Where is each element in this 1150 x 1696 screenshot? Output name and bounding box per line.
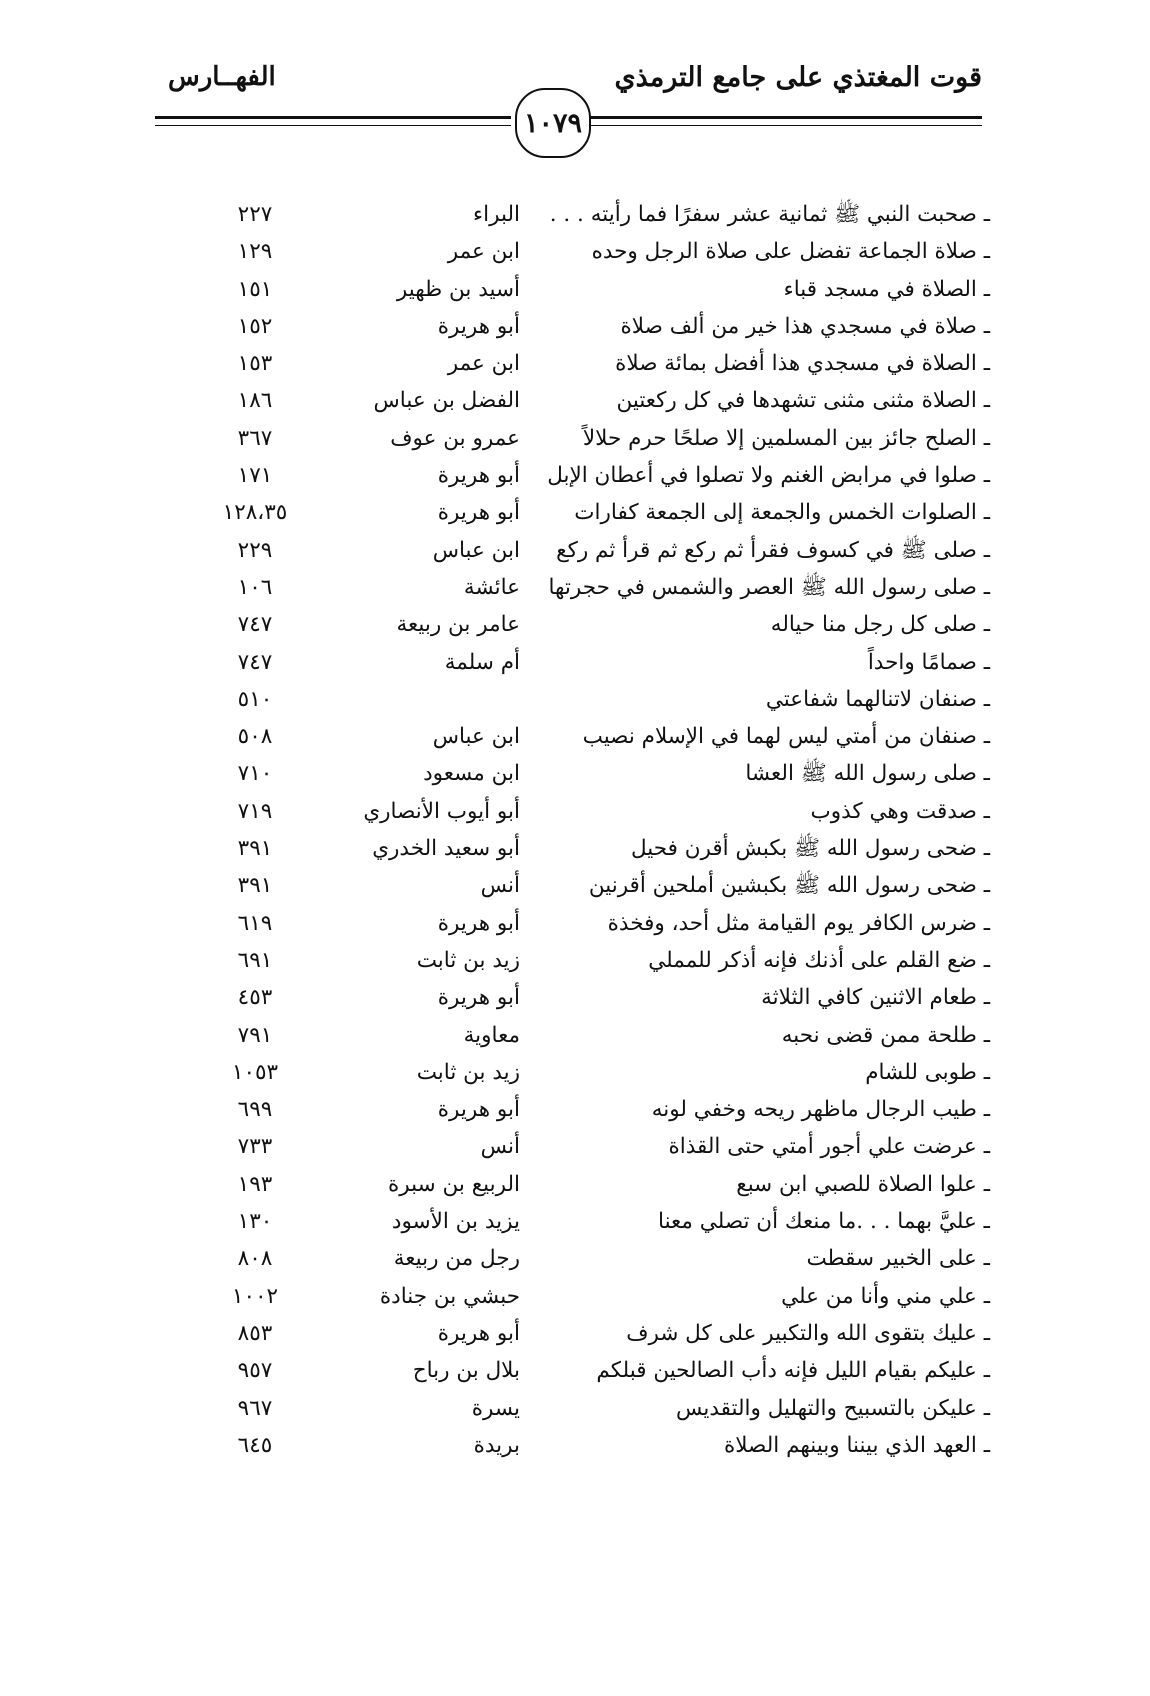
index-row — [0, 1207, 1150, 1244]
hadith-text: ـ صلاة الجماعة تفضل على صلاة الرجل وحده — [591, 239, 990, 265]
index-list — [0, 200, 1150, 1468]
page-ref: ٧٣٣ — [237, 1134, 273, 1160]
page-ref: ١٠٥٣ — [231, 1059, 279, 1085]
hadith-text: ـ ضرس الكافر يوم القيامة مثل أحد، وفخذة — [607, 910, 990, 936]
page-ref: ٩٥٧ — [237, 1358, 273, 1384]
index-row — [0, 983, 1150, 1020]
hadith-text: ـ عليكن بالتسبيح والتهليل والتقديس — [675, 1395, 990, 1421]
page-ref: ٤٥٣ — [237, 985, 273, 1011]
narrator: ابن عمر — [447, 351, 520, 377]
header-rule — [572, 116, 982, 119]
narrator: بريدة — [473, 1432, 520, 1458]
narrator: أنس — [480, 1134, 520, 1160]
index-row — [0, 312, 1150, 349]
narrator: ابن عمر — [447, 239, 520, 265]
page-ref: ٢٢٩ — [237, 537, 273, 563]
index-row — [0, 461, 1150, 498]
hadith-text: ـ على الخبير سقطت — [806, 1246, 990, 1272]
hadith-text: ـ الصلاة في مسجدي هذا أفضل بمائة صلاة — [615, 351, 990, 377]
index-row — [0, 685, 1150, 722]
hadith-text: ـ صدقت وهي كذوب — [810, 798, 990, 824]
page-ref: ٧١٠ — [237, 761, 273, 787]
hadith-text: ـ علي مني وأنا من علي — [781, 1283, 990, 1309]
index-row — [0, 759, 1150, 796]
page-ref: ١٥٣ — [237, 351, 273, 377]
section-title: الفهــارس — [168, 62, 276, 92]
index-row — [0, 1356, 1150, 1393]
narrator: أسيد بن ظهير — [396, 276, 520, 302]
index-row — [0, 797, 1150, 834]
narrator: أبو هريرة — [437, 985, 520, 1011]
index-row — [0, 1431, 1150, 1468]
index-row — [0, 1058, 1150, 1095]
index-row — [0, 386, 1150, 423]
hadith-text: ـ طلحة ممن قضى نحبه — [781, 1022, 990, 1048]
page-ref: ٣٩١ — [237, 873, 273, 899]
narrator: زيد بن ثابت — [416, 947, 520, 973]
hadith-text: ـ طيب الرجال ماظهر ريحه وخفي لونه — [651, 1097, 990, 1123]
page-ref: ٦٩٩ — [237, 1097, 273, 1123]
index-row — [0, 1021, 1150, 1058]
index-row — [0, 1282, 1150, 1319]
page-ref: ١٣٠ — [237, 1209, 273, 1235]
narrator: أبو هريرة — [437, 1097, 520, 1123]
page-ref: ٧٤٧ — [237, 612, 273, 638]
page-ref: ٨٠٨ — [237, 1246, 273, 1272]
hadith-text: ـ صمامًا واحداً — [867, 649, 990, 675]
page-number: ١٠٧٩ — [515, 88, 591, 158]
index-row — [0, 871, 1150, 908]
hadith-text: ـ العهد الذي بيننا وبينهم الصلاة — [723, 1432, 990, 1458]
narrator: زيد بن ثابت — [416, 1059, 520, 1085]
header-rule — [572, 125, 982, 126]
narrator: يزيد بن الأسود — [391, 1209, 520, 1235]
index-row — [0, 1170, 1150, 1207]
index-row — [0, 200, 1150, 237]
book-title: قوت المغتذي على جامع الترمذي — [614, 62, 982, 93]
page-ref: ١٧١ — [237, 463, 273, 489]
page-ref: ٦٩١ — [237, 947, 273, 973]
narrator: ابن مسعود — [423, 761, 520, 787]
page-ref: ١٠٦ — [237, 574, 273, 600]
page-ref: ١٨٦ — [237, 388, 273, 414]
index-row — [0, 946, 1150, 983]
index-row — [0, 722, 1150, 759]
page-ref: ٣٦٧ — [237, 425, 273, 451]
page-ref: ١٥١ — [237, 276, 273, 302]
hadith-text: ـ الصلوات الخمس والجمعة إلى الجمعة كفارات — [574, 500, 990, 526]
narrator: ابن عباس — [432, 724, 520, 750]
hadith-text: ـ ضع القلم على أذنك فإنه أذكر للمملي — [648, 947, 990, 973]
index-row — [0, 349, 1150, 386]
hadith-text: ـ صنفان لاتنالهما شفاعتي — [765, 686, 990, 712]
narrator: بلال بن رباح — [412, 1358, 520, 1384]
narrator: ابن عباس — [432, 537, 520, 563]
hadith-text: ـ صلى كل رجل منا حياله — [770, 612, 990, 638]
page-ref: ٧٩١ — [237, 1022, 273, 1048]
hadith-text: ـ عليك بتقوى الله والتكبير على كل شرف — [626, 1320, 990, 1346]
header-rule — [155, 116, 511, 119]
hadith-text: ـ الصلاة في مسجد قباء — [783, 276, 990, 302]
index-row — [0, 909, 1150, 946]
narrator: عمرو بن عوف — [390, 425, 520, 451]
narrator: الربيع بن سبرة — [388, 1171, 520, 1197]
hadith-text: ـ ضحى رسول الله ﷺ بكبشين أملحين أقرنين — [588, 873, 990, 899]
narrator: أم سلمة — [444, 649, 520, 675]
narrator: رجل من ربيعة — [393, 1246, 520, 1272]
index-row — [0, 1095, 1150, 1132]
page-ref: ٢٢٧ — [237, 202, 273, 227]
index-row — [0, 536, 1150, 573]
hadith-text: ـ صلى رسول الله ﷺ العشا — [745, 761, 990, 787]
narrator: أبو هريرة — [437, 1320, 520, 1346]
index-row — [0, 573, 1150, 610]
narrator: أبو هريرة — [437, 500, 520, 526]
narrator: أبو هريرة — [437, 910, 520, 936]
hadith-text: ـ عليَّ بهما . . .ما منعك أن تصلي معنا — [658, 1209, 990, 1235]
page-ref: ١٥٢ — [237, 313, 273, 339]
page-ref: ٩٦٧ — [237, 1395, 273, 1421]
page-ref: ٦٤٥ — [237, 1432, 273, 1458]
hadith-text: ـ صلى رسول الله ﷺ العصر والشمس في حجرتها — [548, 574, 990, 600]
hadith-text: ـ عليكم بقيام الليل فإنه دأب الصالحين قبلكم — [596, 1358, 990, 1384]
narrator: أبو سعيد الخدري — [372, 836, 520, 862]
hadith-text: ـ علوا الصلاة للصبي ابن سبع — [736, 1171, 990, 1197]
hadith-text: ـ طعام الاثنين كافي الثلاثة — [761, 985, 990, 1011]
index-row — [0, 648, 1150, 685]
index-row — [0, 834, 1150, 871]
page-ref: ١٠٠٢ — [231, 1283, 279, 1309]
narrator: يسرة — [471, 1395, 520, 1421]
page-ref: ٥١٠ — [237, 686, 273, 712]
page-ref: ١٢٨،٣٥ — [222, 500, 288, 526]
index-row — [0, 610, 1150, 647]
hadith-text: ـ الصلاة مثنى مثنى تشهدها في كل ركعتين — [616, 388, 990, 414]
page-ref: ٥٠٨ — [237, 724, 273, 750]
page-ref: ١٩٣ — [237, 1171, 273, 1197]
page-ref: ٦١٩ — [237, 910, 273, 936]
narrator: عائشة — [463, 574, 520, 600]
index-row — [0, 1319, 1150, 1356]
index-row — [0, 498, 1150, 535]
page-ref: ٧١٩ — [237, 798, 273, 824]
page-ref: ٨٥٣ — [237, 1320, 273, 1346]
index-row — [0, 237, 1150, 274]
narrator: عامر بن ربيعة — [396, 612, 520, 638]
hadith-text: ـ صنفان من أمتي ليس لهما في الإسلام نصيب — [582, 724, 990, 750]
hadith-text: ـ طوبى للشام — [865, 1059, 990, 1085]
hadith-text: ـ ضحى رسول الله ﷺ بكبش أقرن فحيل — [630, 836, 990, 862]
index-row — [0, 1132, 1150, 1169]
narrator: الفضل بن عباس — [373, 388, 520, 414]
hadith-text: ـ صحبت النبي ﷺ ثمانية عشر سفرًا فما رأيته . . . — [549, 202, 990, 227]
narrator: أبو أيوب الأنصاري — [363, 798, 520, 824]
page-ref: ١٢٩ — [237, 239, 273, 265]
index-row — [0, 1394, 1150, 1431]
narrator: البراء — [473, 202, 520, 227]
hadith-text: ـ عرضت علي أجور أمتي حتى القذاة — [668, 1134, 990, 1160]
page-ref: ٣٩١ — [237, 836, 273, 862]
index-row — [0, 1244, 1150, 1281]
page-ref: ٧٤٧ — [237, 649, 273, 675]
hadith-text: ـ صلاة في مسجدي هذا خير من ألف صلاة — [620, 313, 990, 339]
narrator: أنس — [480, 873, 520, 899]
index-row — [0, 275, 1150, 312]
hadith-text: ـ الصلح جائز بين المسلمين إلا صلحًا حرم حلالاً — [582, 425, 990, 451]
narrator: معاوية — [463, 1022, 520, 1048]
narrator: أبو هريرة — [437, 463, 520, 489]
narrator: حبشي بن جنادة — [379, 1283, 520, 1309]
hadith-text: ـ صلوا في مرابض الغنم ولا تصلوا في أعطان الإبل — [547, 463, 990, 489]
index-row — [0, 424, 1150, 461]
narrator: أبو هريرة — [437, 313, 520, 339]
hadith-text: ـ صلى ﷺ في كسوف فقرأ ثم ركع ثم قرأ ثم ركع — [556, 537, 990, 563]
header-rule — [155, 125, 511, 126]
